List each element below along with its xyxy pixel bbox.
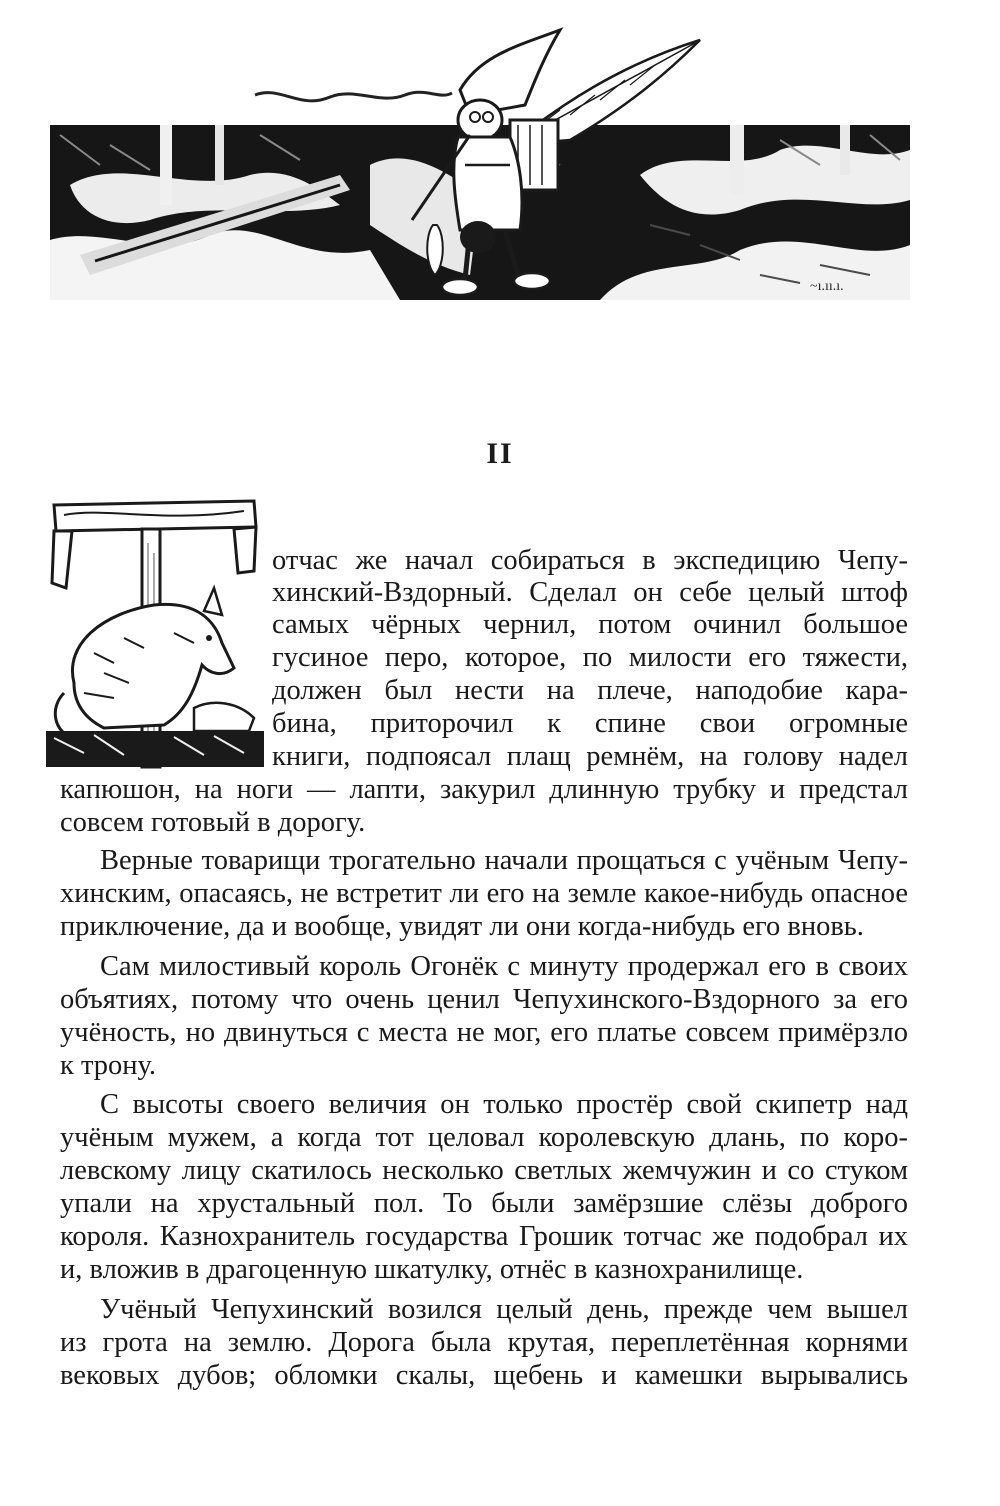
svg-text:~ı.ıı.ı.: ~ı.ıı.ı.	[810, 279, 844, 294]
text-line: учёным мужем, а когда тот целовал королевскую длань, по коро-	[60, 1122, 908, 1153]
text-line: левскому лицу скатилось несколько светлых жемчужин и со стуком	[60, 1155, 908, 1186]
text-line: гусиное перо, которое, по милости его тяжести,	[272, 642, 908, 673]
text-line: и, вложив в драгоценную шкатулку, отнёс в казнохранилище.	[60, 1254, 804, 1285]
text-line: к трону.	[60, 1050, 157, 1081]
pipe-smoke	[255, 92, 452, 101]
text-line: самых чёрных чернил, потом очинил большое	[272, 609, 908, 640]
text-line: объятиях, потому что очень ценил Чепухинского-Вздорного за его	[60, 984, 908, 1015]
text-line: упали на хрустальный пол. То были замёрзшие слёзы доброго	[60, 1188, 908, 1219]
drop-cap-illustration	[44, 493, 266, 771]
text-line: должен был нести на плече, наподобие кара-	[272, 675, 908, 706]
text-line: хинский-Вздорный. Сделал он себе целый штоф	[272, 577, 908, 608]
header-illustration	[40, 25, 920, 315]
text-line: Сам милостивый король Огонёк с минуту продержал его в своих	[100, 951, 908, 982]
text-line: вековых дубов; обломки скалы, щебень и камешки вырывались	[60, 1360, 908, 1391]
text-line: книги, подпоясал плащ ремнём, на голову надел	[272, 741, 908, 772]
text-line: капюшон, на ноги — лапти, закурил длинную трубку и предстал	[60, 774, 908, 805]
text-line: приключение, да и вообще, увидят ли они когда-нибудь его вновь.	[60, 911, 864, 942]
text-line: отчас же начал собираться в экспедицию Чепу-	[272, 545, 908, 576]
chapter-number: II	[486, 437, 514, 470]
text-line: короля. Казнохранитель государства Грошик тотчас же подобрал их	[60, 1221, 908, 1252]
text-line: совсем готовый в дорогу.	[60, 807, 366, 838]
text-line: хинским, опасаясь, не встретит ли его на земле какое-нибудь опасное	[60, 878, 908, 909]
text-line: бина, приторочил к спине свои огромные	[272, 708, 908, 739]
text-line: из грота на землю. Дорога была крутая, переплетённая корнями	[60, 1327, 908, 1358]
text-line: С высоты своего величия он только простёр свой скипетр над	[100, 1089, 908, 1120]
text-line: Учёный Чепухинский возился целый день, прежде чем вышел	[100, 1294, 908, 1325]
text-line: Верные товарищи трогательно начали прощаться с учёным Чепу-	[100, 845, 908, 876]
text-line: учёность, но двинуться с места не мог, его платье совсем примёрзло	[60, 1017, 908, 1048]
